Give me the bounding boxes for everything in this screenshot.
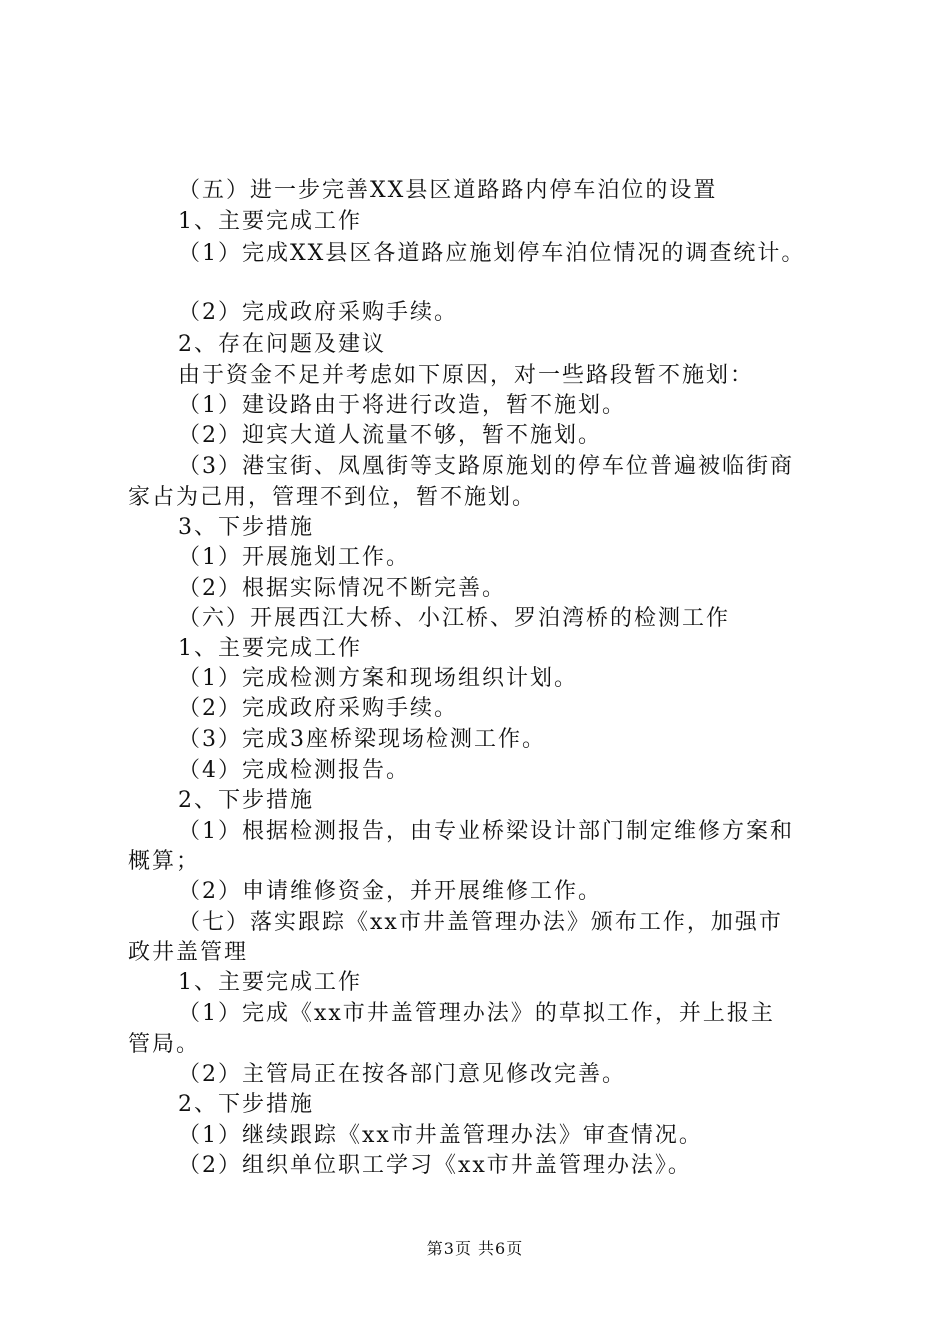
list-item: （1）完成XX县区各道路应施划停车泊位情况的调查统计。 [178, 241, 806, 266]
list-item-continuation: 概算； [128, 849, 201, 874]
section-heading-continuation: 政井盖管理 [128, 940, 249, 965]
list-item-continuation: 家占为己用，管理不到位，暂不施划。 [128, 485, 537, 510]
list-item: （2）完成政府采购手续。 [178, 696, 458, 721]
list-item: （1）根据检测报告，由专业桥梁设计部门制定维修方案和 [178, 819, 794, 844]
subheading: 1、主要完成工作 [178, 636, 362, 661]
paragraph: 由于资金不足并考虑如下原因，对一些路段暂不施划： [178, 363, 755, 388]
list-item: （2）完成政府采购手续。 [178, 300, 458, 325]
list-item: （3）港宝街、凤凰街等支路原施划的停车位普遍被临街商 [178, 454, 794, 479]
list-item: （3）完成3座桥梁现场检测工作。 [178, 727, 546, 752]
list-item: （1）建设路由于将进行改造，暂不施划。 [178, 393, 626, 418]
list-item: （2）根据实际情况不断完善。 [178, 576, 506, 601]
list-item: （2）申请维修资金，并开展维修工作。 [178, 879, 602, 904]
list-item: （2）主管局正在按各部门意见修改完善。 [178, 1062, 626, 1087]
page-footer: 第3页 共6页 [426, 1239, 524, 1258]
list-item: （1）开展施划工作。 [178, 545, 410, 570]
list-item: （2）组织单位职工学习《xx市井盖管理办法》。 [178, 1153, 692, 1178]
subheading: 2、下步措施 [178, 788, 314, 813]
section-heading-7: （七）落实跟踪《xx市井盖管理办法》颁布工作，加强市 [178, 910, 783, 935]
list-item: （1）完成《xx市井盖管理办法》的草拟工作，并上报主 [178, 1001, 775, 1026]
subheading: 2、存在问题及建议 [178, 332, 386, 357]
list-item: （1）完成检测方案和现场组织计划。 [178, 666, 578, 691]
list-item: （2）迎宾大道人流量不够，暂不施划。 [178, 423, 602, 448]
section-heading-5: （五）进一步完善XX县区道路路内停车泊位的设置 [178, 178, 718, 203]
subheading: 1、主要完成工作 [178, 970, 362, 995]
subheading: 1、主要完成工作 [178, 209, 362, 234]
list-item: （1）继续跟踪《xx市井盖管理办法》审查情况。 [178, 1123, 703, 1148]
subheading: 3、下步措施 [178, 515, 314, 540]
list-item: （4）完成检测报告。 [178, 758, 410, 783]
section-heading-6: （六）开展西江大桥、小江桥、罗泊湾桥的检测工作 [178, 606, 731, 631]
subheading: 2、下步措施 [178, 1092, 314, 1117]
list-item-continuation: 管局。 [128, 1032, 201, 1057]
